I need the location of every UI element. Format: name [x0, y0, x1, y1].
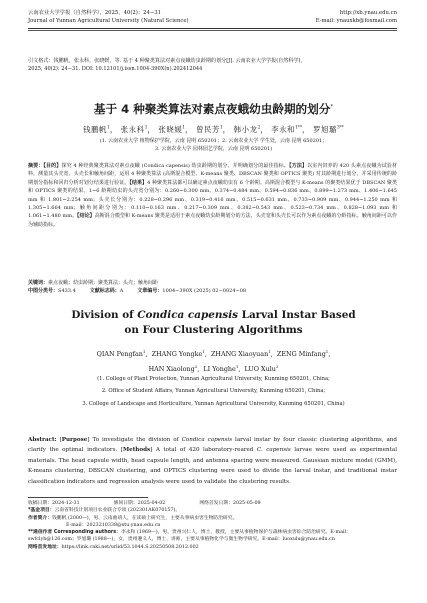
abstract-label: 摘要：	[28, 163, 44, 169]
author: 曾民芳$^1$	[195, 124, 223, 134]
species-name: Condica capensis	[181, 437, 233, 443]
section-tag: 【结果】	[129, 179, 148, 186]
section-tag: Methods	[122, 447, 151, 454]
journal-title-en: Journal of Yunnan Agricultural University (Natural Science)	[28, 17, 189, 24]
abstract-purpose: 探究 4 种经典聚类算法对素点夜蛾 (Condica capensis) 幼虫龄期的划分，并明确划分的最佳指标。	[61, 163, 290, 169]
affiliation-line: 3. College of Landscape and Horticulture, Yunnan Agricultural University, Kunming 650201, China)	[82, 400, 345, 407]
title-fund-mark: *	[330, 104, 334, 111]
author-list-cn: 钱鹏帆$^1$， 张永科$^1$， 张晓媛$^1$， 曾民芳$^1$， 韩小龙$^2$， 李永和$^{1**}$， 罗旭璐$^{3**}$	[83, 124, 344, 134]
affiliations-en	[20, 373, 407, 410]
paper-title-cn	[20, 101, 407, 117]
abstract-en: Abstract: [Purpose] To investigate the division of Condica capensis larval instar by four classic clustering algorithms, and clarify the optimal indicators. [Methods] A total of 420 laboratory-reared C. capensis larvae were used as experimental materials. The head capsule width, head capsule length, and antenna spacing were measured. Gaussian mixture model (GMM), K-means clustering, DBSCAN clustering, and OPTICS clustering were used to divide the larval instar, and traditional instar classification indicators and regression analysis were used to validate the clustering results.	[28, 437, 398, 485]
author-list-en: QIAN Pengfan$^1$, ZHANG Yongke$^1$, ZHANG Xiaoyuan$^1$, ZENG Minfang$^1$, HAN Xiaolong$^2$, LI Yonghe$^1$, LUO Xulu$^3$	[96, 349, 331, 374]
title-text: 基于 4 种聚类算法对素点夜蛾幼虫龄期的划分	[93, 102, 331, 116]
clc-label: 中图分类号：	[28, 288, 59, 295]
footnote-rule	[28, 497, 148, 498]
section-tag: Purpose	[61, 437, 88, 443]
article-id-label: 文章编号：	[137, 288, 163, 295]
author: 张永科$^1$	[120, 124, 148, 134]
fund-note: *基金项目：云南省科技计划项目农业联合专项 (202301AK070157)。	[28, 508, 181, 514]
abstract-label: Abstract:	[28, 437, 57, 443]
author-bio: 作者简介：钱鹏帆 (2000—)，男，云南曲靖人，在读硕士研究生，主要从事病虫害生物防治研究。	[28, 515, 238, 521]
abstract-results: 4 种聚类算法都可以确定素点夜蛾幼虫有 6 个龄期。高斯混合模型与 K-means 的聚类结果优于 DBSCAN 聚类和 OPTICS 聚类的结果。1~6 龄期幼虫的头壳宽分别为：0.260~0.300 mm、0.374~0.484 mm、0.594~0.836 mm、0.899~1.273 mm、1.406~1.645 mm 和 1.801~2.254 mm；头壳长分别为：0.228~0.296 mm、0.319~0.416 mm、0.515~0.631 mm、0.733~0.909 mm、0.944~1.250 mm 和 1.305~1.664 mm；触角间距分别为：0.110~0.163 mm、0.217~0.309 mm、0.382~0.543 mm、0.523~0.734 mm、0.828~1.093 mm 和 1.061~1.480 mm。	[28, 179, 397, 220]
header-rule	[28, 28, 397, 29]
abstract-methods: 以室内饲养的 420 头素点夜蛾为试验材料，测量其头壳宽、头壳长和触角间距，运用 4 种聚类算法 (高斯混合模型、K-means 聚类、DBSCAN 聚类和 OPTICS 聚类) 对其龄期进行划分，并采用传统的龄期划分指标和回归分析对划分结果进行验证。	[28, 163, 397, 186]
affiliations-cn	[20, 138, 407, 153]
author: ZENG Minfang$^1$	[276, 349, 329, 359]
section-tag: 【方法】	[289, 163, 308, 169]
journal-email[interactable]: E-mail: ynauxkb@foxmail.com	[315, 17, 397, 24]
affiliation-line: (1. 云南农业大学 植物保护学院，云南 昆明 650201；2. 云南农业大学 学生处，云南 昆明 650201；	[99, 138, 328, 144]
journal-title-cn: 云南农业大学学报（自然科学），2025，40(2)：24−31	[28, 10, 162, 16]
affiliation-line: 3. 云南农业大学 园林园艺学院，云南 昆明 650201)	[154, 145, 273, 152]
date-row	[28, 500, 397, 507]
author: HAN Xiaolong$^2$	[148, 363, 198, 374]
doc-code-value: A	[119, 288, 124, 295]
section-tag: 【结论】	[77, 213, 95, 220]
author: ZHANG Xiaoyuan$^1$	[210, 349, 271, 359]
author: LUO Xulu$^3$	[244, 363, 279, 374]
keywords-label: 关键词：	[28, 280, 49, 286]
author: 张晓媛$^1$	[158, 124, 186, 134]
keywords-block	[28, 279, 397, 296]
citation-line-1: 引文格式：钱鹏帆，张永科，张晓媛，等. 基于 4 种聚类算法对素点夜蛾幼虫龄期的划分[J]. 云南农业大学学报(自然科学),	[28, 58, 303, 64]
citation-format	[28, 57, 397, 73]
revised-date: 修回日期：2025-04-02	[113, 501, 166, 506]
affiliation-line: (1. College of Plant Protection, Yunnan Agricultural University, Kunming 650201, China;	[97, 376, 330, 382]
author: 罗旭璐$^{3**}$	[313, 124, 344, 134]
running-header	[28, 10, 397, 25]
doc-code-label: 文献标志码：	[89, 288, 120, 295]
footnotes	[28, 500, 397, 551]
author: QIAN Pengfan$^1$	[96, 349, 146, 359]
section-tag: 【目的】	[43, 163, 62, 169]
citation-line-2: 2025, 40(2): 24−31. DOI: 10.12101/j.issn.1004-390X(n).202412044	[28, 66, 203, 73]
received-date: 收稿日期：2024-12-31	[28, 501, 80, 506]
author: 钱鹏帆$^1$	[83, 124, 110, 134]
online-link[interactable]: https://link.cnki.net/urlid/53.1044.S.20250508.2012.002	[61, 544, 199, 550]
affiliation-line: 2. Office of Student Affairs, Yunnan Agricultural University, Kunming 650201, China;	[101, 388, 326, 395]
clc-value: S433.4	[58, 288, 76, 295]
article-id-value: 1004−390X (2025) 02−0024−08	[162, 288, 247, 295]
author: 韩小龙$^2$	[233, 124, 261, 134]
species-name: C. capensis	[256, 447, 291, 454]
author-email[interactable]: E-mail：2023210338@stu.ynau.edu.cn	[66, 522, 161, 528]
journal-url[interactable]: http://xb.ynau.edu.cn	[339, 10, 397, 16]
keywords-text: 素点夜蛾；幼虫龄期；聚类算法；头壳；触角间距	[48, 280, 159, 286]
online-date: 网络首发日期：2025-05-09	[199, 501, 261, 506]
header-rule-thin	[28, 30, 397, 31]
paper-title-en: Division of Condica capensis Larval Instar Based on Four Clustering Algorithms	[71, 309, 356, 337]
abstract-conclusion: 高斯混合模型和 K-means 聚类是适用于素点夜蛾幼虫龄期划分的方法，头壳宽和头壳长可以作为素点夜蛾的分龄指标，触角间距可以作为辅助指标。	[28, 213, 397, 228]
author: ZHANG Yongke$^1$	[151, 349, 205, 359]
corresponding-authors: **通信作者 Corresponding authors：李永和 (1969—)，男，贵州兴仁人，博士，教授，主要从事植物保护与森林病虫害综合防治研究。E-mail：swfclyh@126.com；罗旭璐 (1988—)，女，贵州遵义人，博士，讲师，主要从事植物化学与微生物学研究。E-mail：luoxulu@ynau.edu.cn	[28, 530, 351, 543]
abstract-cn	[28, 162, 397, 229]
online-address: 网络首发地址：https://link.cnki.net/urlid/53.1044.S.20250508.2012.002	[28, 544, 199, 550]
classification-row	[28, 287, 397, 295]
species-name: Condica capensis	[137, 309, 239, 321]
author: 李永和$^{1**}$	[271, 124, 303, 134]
author: LI Yonghe$^1$	[203, 363, 239, 374]
